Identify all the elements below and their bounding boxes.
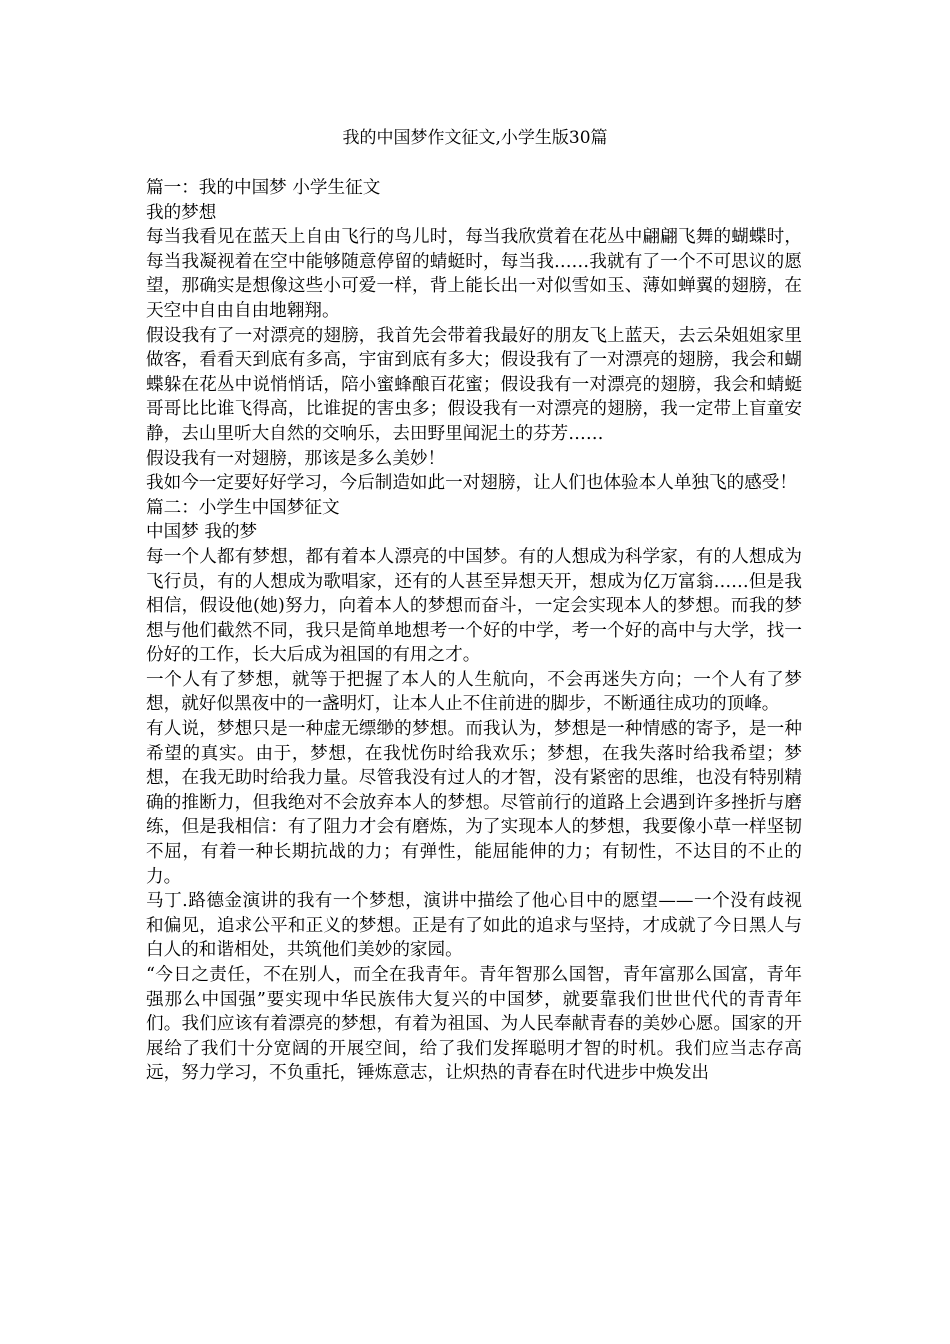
body-paragraph: 假设我有一对翅膀，那该是多么美妙！ bbox=[146, 448, 446, 469]
body-paragraph: 每一个人都有梦想，都有着本人漂亮的中国梦。有的人想成为科学家，有的人想成为飞行员，有的人想成为歌唱家，还有的人甚至异想天开，想成为亿万富翁……但是我相信，假设他(她)努力，向着本人的梦想而奋斗，一定会实现本人的梦想。而我的梦想与他们截然不同，我只是简单地想考一个好的中学，考一个好的高中与大学，找一份好的工作，长大后成为祖国的有用之才。 bbox=[146, 546, 802, 666]
body-paragraph: 我如今一定要好好学习，今后制造如此一对翅膀，让人们也体验本人单独飞的感受！ bbox=[146, 473, 797, 494]
essay-title: 我的梦想 bbox=[146, 202, 217, 223]
essay-title: 中国梦 我的梦 bbox=[146, 522, 258, 543]
body-paragraph: “今日之责任，不在别人，而全在我青年。青年智那么国智，青年富那么国富，青年强那么中国强”要实现中华民族伟大复兴的中国梦，就要靠我们世世代代的青青年们。我们应该有着漂亮的梦想，有着为祖国、为人民奉献青春的美妙心愿。国家的开展给了我们十分宽阔的开展空间，给了我们发挥聪明才智的时机。我们应当志存高远，努力学习，不负重托，锤炼意志，让炽热的青春在时代进步中焕发出 bbox=[146, 965, 802, 1084]
body-paragraph: 有人说，梦想只是一种虚无缥缈的梦想。而我认为，梦想是一种情感的寄予，是一种希望的真实。由于，梦想，在我忧伤时给我欢乐；梦想，在我失落时给我希望；梦想，在我无助时给我力量。尽管我没有过人的才智，没有紧密的思维，也没有特别精确的推断力，但我绝对不会放弃本人的梦想。尽管前行的道路上会遇到许多挫折与磨练，但是我相信：有了阻力才会有磨炼，为了实现本人的梦想，我要像小草一样坚韧不屈，有着一种长期抗战的力；有弹性，能屈能伸的力；有韧性，不达目的不止的力。 bbox=[146, 719, 802, 887]
body-paragraph: 每当我看见在蓝天上自由飞行的鸟儿时，每当我欣赏着在花丛中翩翩飞舞的蝴蝶时，每当我凝视着在空中能够随意停留的蜻蜓时，每当我……我就有了一个不可思议的愿望，那确实是想像这些小可爱一样，背上能长出一对似雪如玉、薄如蝉翼的翅膀，在天空中自由自由地翱翔。 bbox=[146, 227, 802, 321]
section-heading: 篇一：我的中国梦 小学生征文 bbox=[146, 178, 381, 198]
section-heading: 篇二：小学生中国梦征文 bbox=[146, 497, 340, 518]
body-paragraph: 马丁.路德金演讲的我有一个梦想，演讲中描绘了他心目中的愿望——一个没有歧视和偏见，追求公平和正义的梦想。正是有了如此的追求与坚持，才成就了今日黑人与白人的和谐相处，共筑他们美妙的家园。 bbox=[146, 891, 802, 961]
body-paragraph: 一个人有了梦想，就等于把握了本人的人生航向，不会再迷失方向；一个人有了梦想，就好似黑夜中的一盏明灯，让本人止不住前进的脚步，不断通往成功的顶峰。 bbox=[146, 669, 802, 715]
document-title: 我的中国梦作文征文,小学生版30篇 bbox=[342, 128, 608, 148]
document-body bbox=[146, 176, 802, 1086]
body-paragraph: 假设我有了一对漂亮的翅膀，我首先会带着我最好的朋友飞上蓝天，去云朵姐姐家里做客，看看天到底有多高，宇宙到底有多大；假设我有了一对漂亮的翅膀，我会和蝴蝶躲在花丛中说悄悄话，陪小蜜蜂酿百花蜜；假设我有一对漂亮的翅膀，我会和蜻蜓哥哥比比谁飞得高，比谁捉的害虫多；假设我有一对漂亮的翅膀，我一定带上盲童安静，去山里听大自然的交响乐，去田野里闻泥土的芬芳…… bbox=[146, 325, 802, 444]
